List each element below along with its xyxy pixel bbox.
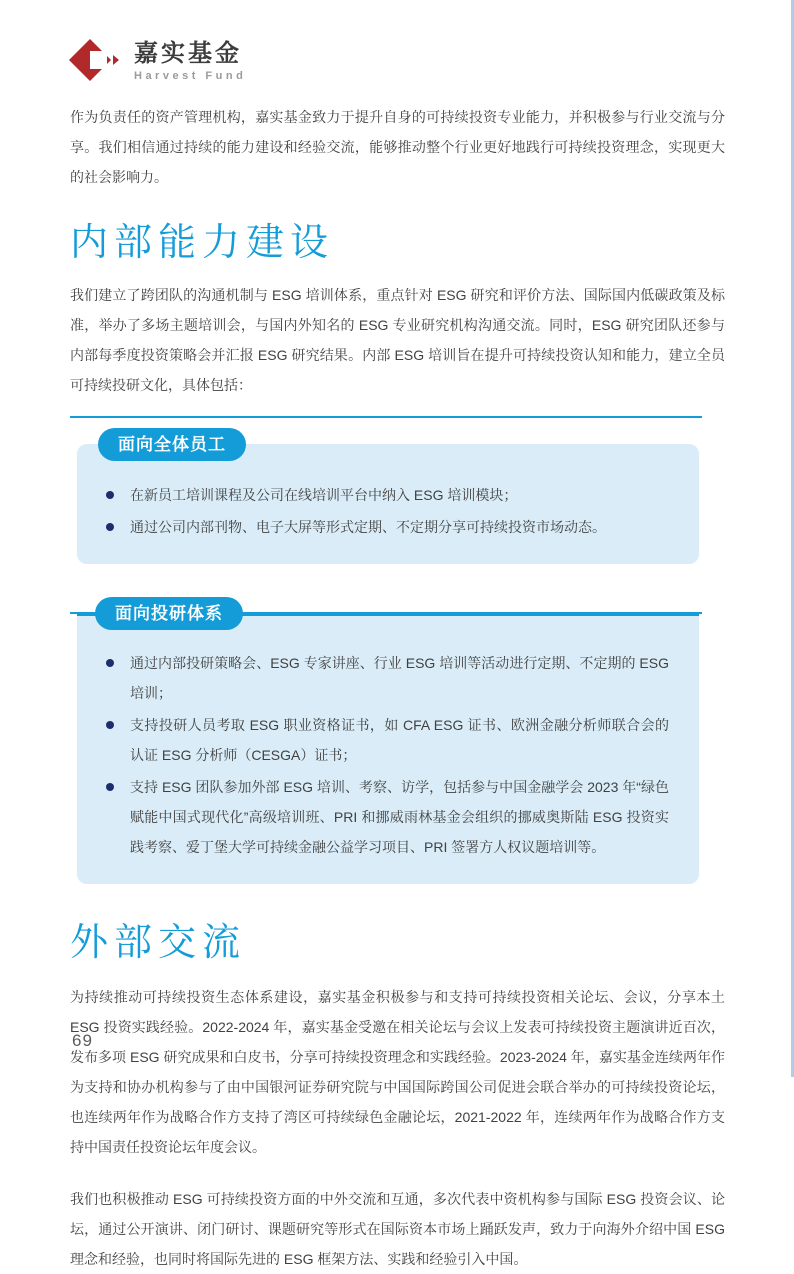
callout-label-all-employees: 面向全体员工 <box>98 428 246 461</box>
bullet-item: 通过内部投研策略会、ESG 专家讲座、行业 ESG 培训等活动进行定期、不定期的 ESG 培训； <box>103 648 669 708</box>
callout-box-all-employees <box>77 444 699 564</box>
logo-name-cn: 嘉实基金 <box>134 39 242 67</box>
callout-investment-research <box>70 604 725 884</box>
bullet-item: 在新员工培训课程及公司在线培训平台中纳入 ESG 培训模块； <box>103 480 669 510</box>
logo-name-en: Harvest Fund <box>134 69 247 82</box>
divider-rule <box>70 416 702 418</box>
intro-paragraph: 作为负责任的资产管理机构，嘉实基金致力于提升自身的可持续投资专业能力，并积极参与行业交流与分享。我们相信通过持续的能力建设和经验交流，能够推动整个行业更好地践行可持续投资理念，实现更大的社会影响力。 <box>70 109 725 185</box>
section2-paragraph-2: 我们也积极推动 ESG 可持续投资方面的中外交流和互通，多次代表中资机构参与国际 ESG 投资会议、论坛，通过公开演讲、闭门研讨、课题研究等形式在国际资本市场上踊跃发声，致力于向海外介绍中国 ESG 理念和经验，也同时将国际先进的 ESG 框架方法、实践和经验引入中国。 <box>70 1191 725 1267</box>
logo-text <box>134 41 246 82</box>
section1-body-paragraph: 我们建立了跨团队的沟通机制与 ESG 培训体系，重点针对 ESG 研究和评价方法、国际国内低碳政策及标准，举办了多场主题培训会，与国内外知名的 ESG 专业研究机构沟通交流。同时，ESG 研究团队还参与内部每季度投资策略会并汇报 ESG 研究结果。内部 ESG 培训旨在提升可持续投资认知和能力，建立全员可持续投研文化，具体包括： <box>70 287 725 393</box>
bullet-list <box>103 648 669 862</box>
bullet-item: 支持 ESG 团队参加外部 ESG 培训、考察、访学，包括参与中国金融学会 2023 年“绿色赋能中国式现代化”高级培训班、PRI 和挪威雨林基金会组织的挪威奥斯陆 ESG 投资实践考察、爱丁堡大学可持续金融公益学习项目、PRI 签署方人权议题培训等。 <box>103 772 669 862</box>
bullet-item: 支持投研人员考取 ESG 职业资格证书，如 CFA ESG 证书、欧洲金融分析师联合会的认证 ESG 分析师（CESGA）证书； <box>103 710 669 770</box>
bullet-item: 通过公司内部刊物、电子大屏等形式定期、不定期分享可持续投资市场动态。 <box>103 512 669 542</box>
section-title-internal-capacity: 内部能力建设 <box>70 222 335 264</box>
page-number: 69 <box>72 1031 93 1050</box>
callout-all-employees <box>70 416 725 564</box>
harvest-fund-logo <box>68 0 725 86</box>
section2-paragraph-1: 为持续推动可持续投资生态体系建设，嘉实基金积极参与和支持可持续投资相关论坛、会议，分享本土 ESG 投资实践经验。2022-2024 年，嘉实基金受邀在相关论坛与会议上发表可持续投资主题演讲近百次，发布多项 ESG 研究成果和白皮书，分享可持续投资理念和实践经验。2023-2024 年，嘉实基金连续两年作为支持和协办机构参与了由中国银河证券研究院与中国国际跨国公司促进会联合举办的可持续投资论坛，也连续两年作为战略合作方支持了湾区可持续绿色金融论坛，2021-2022 年，连续两年作为战略合作方支持中国责任投资论坛年度会议。 <box>70 989 725 1155</box>
callout-label-investment-research: 面向投研体系 <box>95 597 243 630</box>
callout-boxwrap <box>70 604 725 884</box>
bullet-list <box>103 480 669 542</box>
callout-box-investment-research <box>77 614 699 884</box>
harvest-fund-diamond-icon <box>68 36 120 86</box>
section-title-external-exchange: 外部交流 <box>70 922 247 964</box>
